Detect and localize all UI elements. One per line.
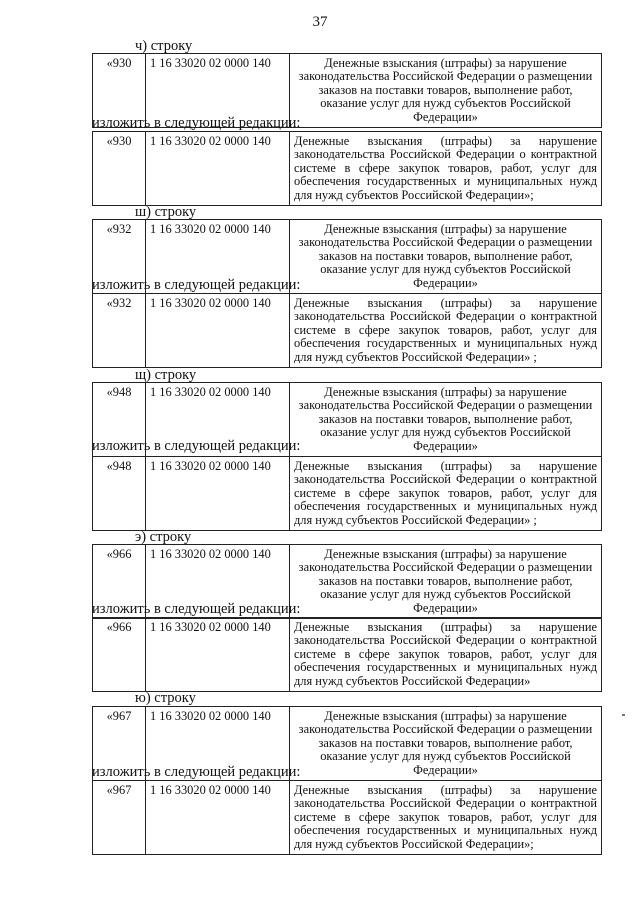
row-kbk: 1 16 33020 02 0000 140 bbox=[146, 545, 290, 619]
new-row-table bbox=[92, 293, 602, 368]
table-row bbox=[93, 781, 602, 855]
row-code: «932 bbox=[93, 220, 146, 294]
page-number: 37 bbox=[312, 14, 328, 30]
row-description: Денежные взыскания (штрафы) за нарушение законодательства Российской Федерации о размещении заказов на поставки товаров, выполнение работ, оказание услуг для нужд субъектов Российской Федерации» bbox=[290, 383, 602, 457]
row-code: «930 bbox=[93, 132, 146, 206]
row-description: Денежные взыскания (штрафы) за нарушение законодательства Российской Федерации о контрактной системе в сфере закупок товаров, работ, услуг для обеспечения государственных и муниципальных нужд для нужд субъектов Российской Федерации» ; bbox=[290, 294, 602, 368]
scan-speck bbox=[622, 714, 625, 716]
row-description: Денежные взыскания (штрафы) за нарушение законодательства Российской Федерации о размещении заказов на поставки товаров, выполнение работ, оказание услуг для нужд субъектов Российской Федерации» bbox=[290, 545, 602, 619]
row-description: Денежные взыскания (штрафы) за нарушение законодательства Российской Федерации о размещении заказов на поставки товаров, выполнение работ, оказание услуг для нужд субъектов Российской Федерации» bbox=[290, 707, 602, 781]
new-row-table bbox=[92, 456, 602, 531]
row-label: ч) строку bbox=[135, 38, 193, 54]
replace-label: изложить в следующей редакции: bbox=[92, 764, 301, 780]
row-description: Денежные взыскания (штрафы) за нарушение законодательства Российской Федерации о размещении заказов на поставки товаров, выполнение работ, оказание услуг для нужд субъектов Российской Федерации» bbox=[290, 220, 602, 294]
replace-label: изложить в следующей редакции: bbox=[92, 601, 301, 617]
row-kbk: 1 16 33020 02 0000 140 bbox=[146, 383, 290, 457]
row-code: «967 bbox=[93, 781, 146, 855]
row-kbk: 1 16 33020 02 0000 140 bbox=[146, 294, 290, 368]
row-description: Денежные взыскания (штрафы) за нарушение законодательства Российской Федерации о размещении заказов на поставки товаров, выполнение работ, оказание услуг для нужд субъектов Российской Федерации» bbox=[290, 54, 602, 128]
row-kbk: 1 16 33020 02 0000 140 bbox=[146, 707, 290, 781]
row-code: «967 bbox=[93, 707, 146, 781]
replace-label: изложить в следующей редакции: bbox=[92, 277, 301, 293]
table-row bbox=[93, 618, 602, 692]
row-code: «948 bbox=[93, 383, 146, 457]
row-kbk: 1 16 33020 02 0000 140 bbox=[146, 618, 290, 692]
row-description: Денежные взыскания (штрафы) за нарушение законодательства Российской Федерации о контрактной системе в сфере закупок товаров, работ, услуг для обеспечения государственных и муниципальных нужд для нужд субъектов Российской Федерации»; bbox=[290, 132, 602, 206]
row-label: щ) строку bbox=[135, 367, 197, 383]
table-row bbox=[93, 132, 602, 206]
row-kbk: 1 16 33020 02 0000 140 bbox=[146, 220, 290, 294]
table-row bbox=[93, 457, 602, 531]
replace-label: изложить в следующей редакции: bbox=[92, 438, 301, 454]
row-label: ш) строку bbox=[135, 204, 197, 220]
row-description: Денежные взыскания (штрафы) за нарушение законодательства Российской Федерации о контрактной системе в сфере закупок товаров, работ, услуг для обеспечения государственных и муниципальных нужд для нужд субъектов Российской Федерации» ; bbox=[290, 457, 602, 531]
row-code: «966 bbox=[93, 545, 146, 619]
row-label: э) строку bbox=[135, 529, 192, 545]
row-kbk: 1 16 33020 02 0000 140 bbox=[146, 132, 290, 206]
new-row-table bbox=[92, 780, 602, 855]
row-code: «948 bbox=[93, 457, 146, 531]
row-code: «932 bbox=[93, 294, 146, 368]
replace-label: изложить в следующей редакции: bbox=[92, 115, 301, 131]
row-description: Денежные взыскания (штрафы) за нарушение законодательства Российской Федерации о контрактной системе в сфере закупок товаров, работ, услуг для обеспечения государственных и муниципальных нужд для нужд субъектов Российской Федерации»; bbox=[290, 781, 602, 855]
new-row-table bbox=[92, 617, 602, 692]
row-kbk: 1 16 33020 02 0000 140 bbox=[146, 457, 290, 531]
new-row-table bbox=[92, 131, 602, 206]
row-description: Денежные взыскания (штрафы) за нарушение законодательства Российской Федерации о контрактной системе в сфере закупок товаров, работ, услуг для обеспечения государственных и муниципальных нужд для нужд субъектов Российской Федерации» bbox=[290, 618, 602, 692]
row-kbk: 1 16 33020 02 0000 140 bbox=[146, 781, 290, 855]
row-kbk: 1 16 33020 02 0000 140 bbox=[146, 54, 290, 128]
row-label: ю) строку bbox=[135, 690, 196, 706]
row-code: «930 bbox=[93, 54, 146, 128]
table-row bbox=[93, 294, 602, 368]
row-code: «966 bbox=[93, 618, 146, 692]
